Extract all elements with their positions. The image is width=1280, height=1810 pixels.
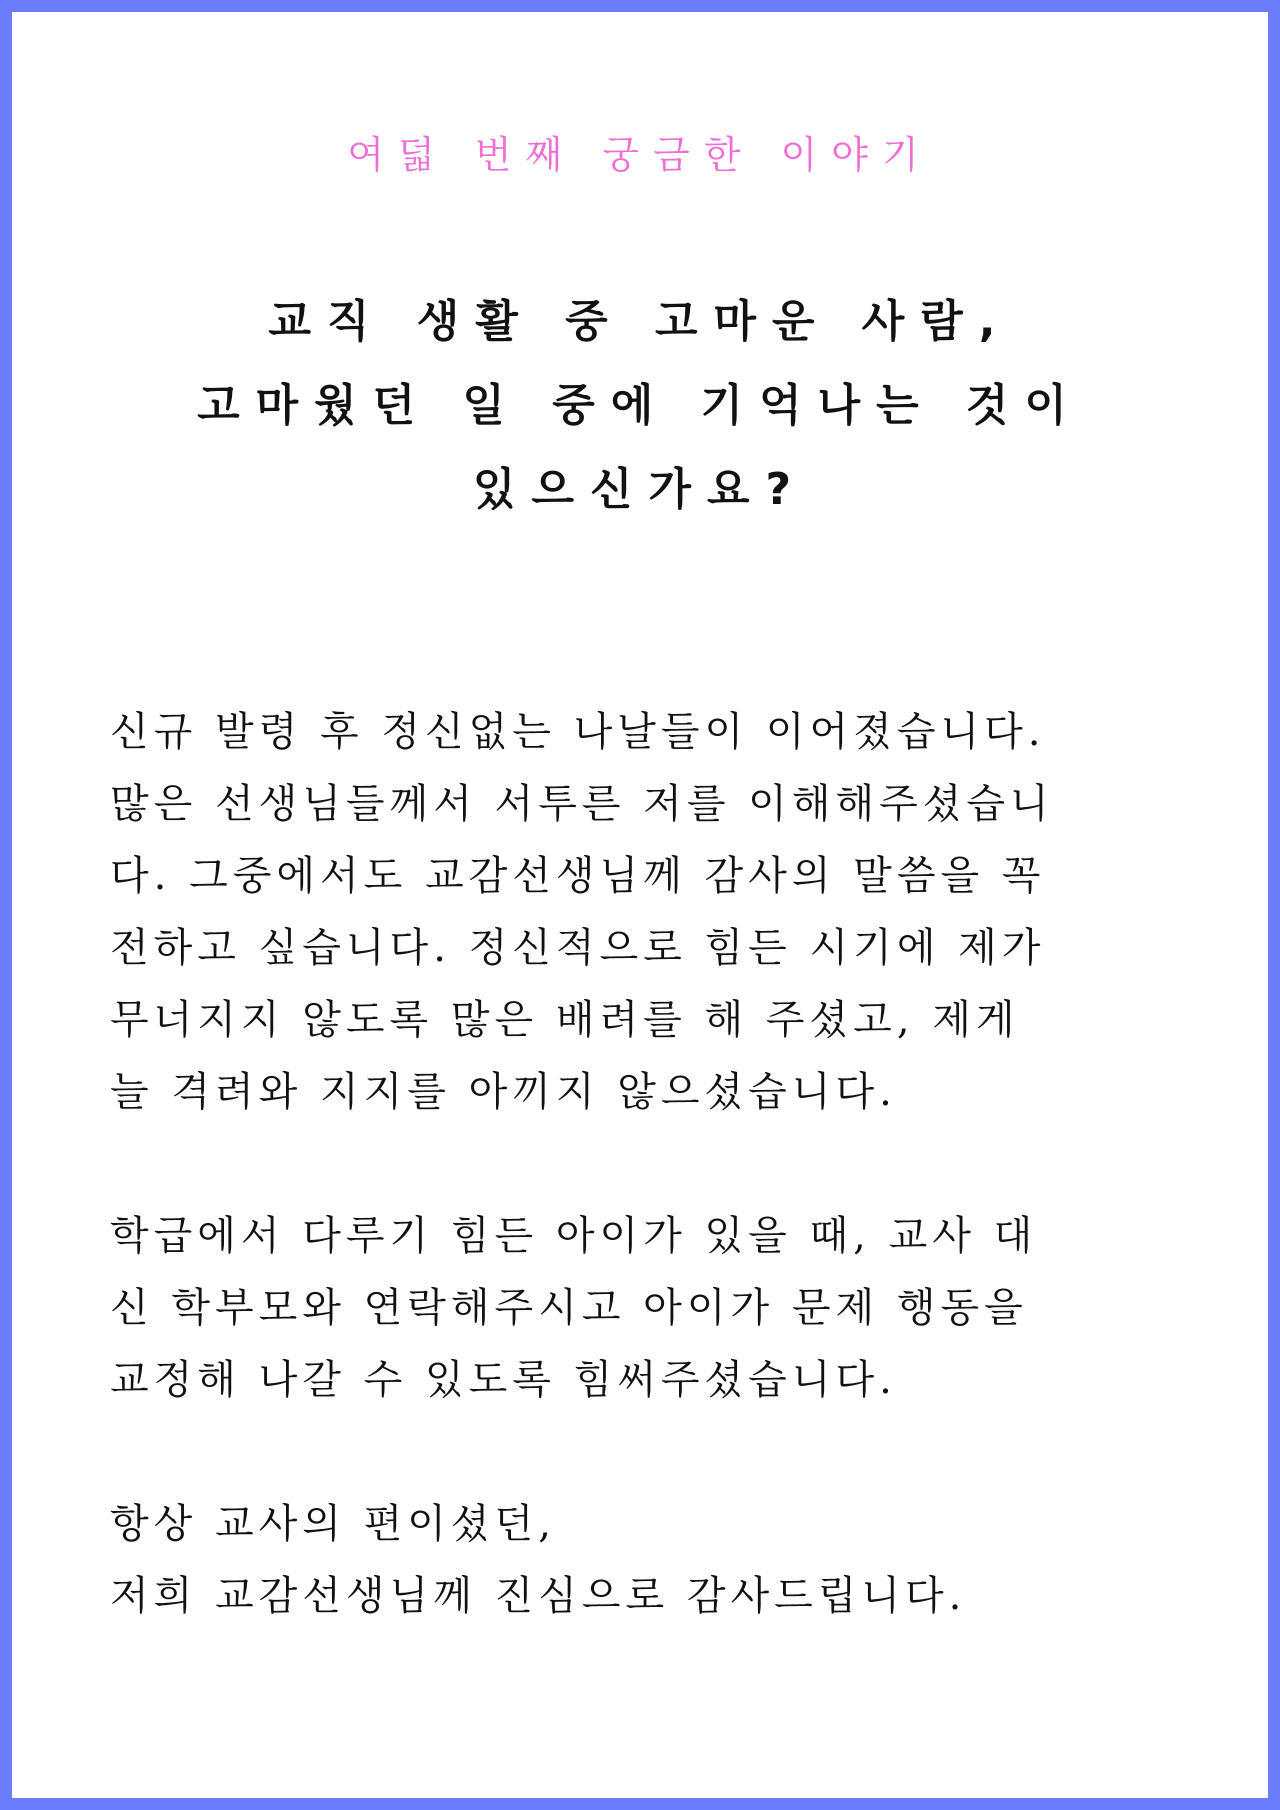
text-line: 신 학부모와 연락해주시고 아이가 문제 행동을 <box>110 1285 1028 1331</box>
text-line: 전하고 싶습니다. 정신적으로 힘든 시기에 제가 <box>110 925 1046 971</box>
answer-paragraph-3 <box>110 1488 1200 1632</box>
text-line: 교정해 나갈 수 있도록 힘써주셨습니다. <box>110 1357 897 1403</box>
question-heading <box>12 280 1268 532</box>
answer-paragraph-1 <box>110 696 1200 1128</box>
question-line: 있으신가요? <box>472 464 808 515</box>
text-line: 학급에서 다루기 힘든 아이가 있을 때, 교사 대 <box>110 1213 1038 1259</box>
text-line: 다. 그중에서도 교감선생님께 감사의 말씀을 꼭 <box>110 853 1046 899</box>
text-line: 무너지지 않도록 많은 배려를 해 주셨고, 제게 <box>110 997 1020 1043</box>
text-line: 저희 교감선생님께 진심으로 감사드립니다. <box>110 1573 967 1619</box>
series-heading: 여덟 번째 궁금한 이야기 <box>347 133 933 177</box>
question-line: 고마웠던 일 중에 기억나는 것이 <box>197 380 1083 431</box>
text-line: 신규 발령 후 정신없는 나날들이 이어졌습니다. <box>110 709 1046 755</box>
text-line: 늘 격려와 지지를 아끼지 않으셨습니다. <box>110 1069 897 1115</box>
text-line: 많은 선생님들께서 서투른 저를 이해해주셨습니 <box>110 781 1054 827</box>
question-line: 교직 생활 중 고마운 사람, <box>268 296 1012 347</box>
text-line: 항상 교사의 편이셨던, <box>110 1501 556 1547</box>
answer-paragraph-2 <box>110 1200 1200 1416</box>
